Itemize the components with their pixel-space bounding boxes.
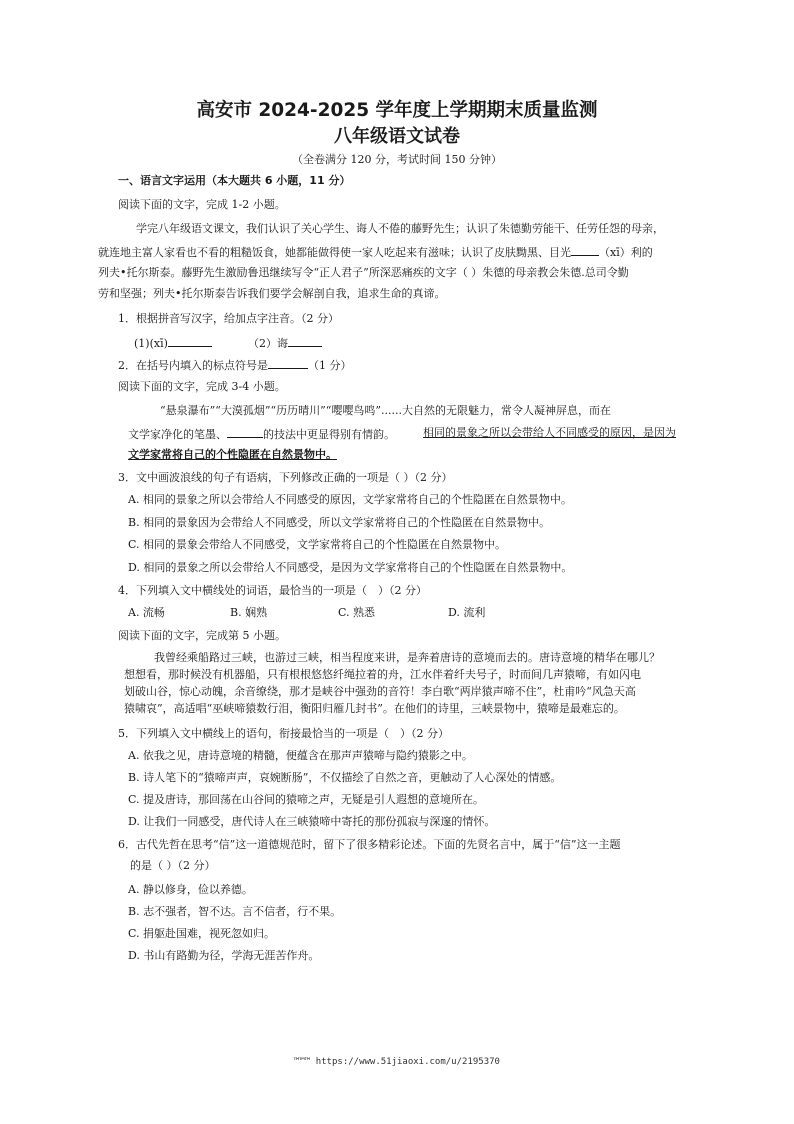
question-2-text: 2．在括号内填入的标点符号是: [118, 359, 268, 372]
question-5-option-d: D. 让我们一同感受，唐代诗人在三峡猿啼中寄托的那份孤寂与深邃的情怀。: [128, 815, 496, 828]
question-6-option-d: D. 书山有路勤为径，学海无涯苦作舟。: [128, 949, 320, 962]
question-1-label-b: （2）诲: [248, 337, 288, 350]
question-4-option-b: B. 娴熟: [230, 606, 268, 619]
question-6-option-c: C. 捐躯赴国难，视死忽如归。: [128, 927, 276, 940]
passage3-line: 猿啸哀”，高适唱“巫峡啼猿数行泪，衡阳归雁几封书”。在他们的诗里，三峡景物中，猿啼是最难忘的。: [124, 702, 625, 715]
passage1-line: 学完八年级语文课文，我们认识了关心学生、诲人不倦的藤野先生；认识了朱德勤劳能干、任劳任怨的母亲，: [136, 222, 664, 235]
passage3-line: 想想看，那时候没有机器船，只有根根悠悠纤绳拉着的舟，江水伴着纤夫号子，时而间几声猿啼，有如闪电: [124, 668, 641, 681]
question-5-option-b: B. 诗人笔下的“猿啼声声，哀婉断肠”，不仅描绘了自然之音，更触动了人心深处的情感。: [128, 771, 562, 784]
fill-blank: [268, 357, 308, 369]
reading-instruction-2: 阅读下面的文字，完成 3-4 小题。: [118, 380, 286, 393]
question-1-label-a: (1)(xī): [134, 337, 168, 350]
passage2-line: [128, 426, 395, 442]
question-5: 5．下列填入文中横线上的语句，衔接最恰当的一项是（ ）（2 分）: [118, 727, 449, 740]
fill-blank: [288, 335, 322, 347]
question-3-option-d: D. 相同的景象之所以会带给人不同感受，是因为文学家常将自己的个性隐匿在自然景物中。: [128, 561, 573, 574]
question-3: 3．文中画波浪线的句子有语病，下列修改正确的一项是（ ）（2 分）: [118, 471, 453, 484]
wavy-underlined-sentence: 文学家常将自己的个性隐匿在自然景物中。: [128, 448, 337, 461]
fill-blank: [168, 335, 212, 347]
exam-note: （全卷满分 120 分，考试时间 150 分钟）: [292, 153, 502, 166]
passage2-line: “悬泉瀑布”“大漠孤烟”“历历晴川”“嘤嘤鸟鸣”......大自然的无限魅力，常令人凝神屏息，而在: [160, 404, 611, 417]
question-6-option-b: B. 志不强者，智不达。言不信者，行不果。: [128, 905, 342, 918]
passage2-text: 的技法中更显得别有情韵。: [263, 428, 395, 441]
passage3-line: 我曾经乘船路过三峡，也游过三峡，相当程度来讲，是奔着唐诗的意境而去的。唐诗意境的精华在哪儿？: [154, 651, 660, 664]
exam-title: 高安市 2024-2025 学年度上学期期末质量监测: [196, 100, 598, 121]
wavy-underlined-sentence: 相同的景象之所以会带给人不同感受的原因，是因为: [423, 426, 676, 439]
question-4-option-c: C. 熟悉: [338, 606, 376, 619]
passage1-text: （xī）利的: [599, 246, 653, 259]
question-1-answer-b: [248, 335, 322, 351]
question-6-continued: 的是（ ）（2 分）: [130, 859, 216, 872]
question-3-option-c: C. 相同的景象会带给人不同感受，文学家常将自己的个性隐匿在自然景物中。: [128, 538, 507, 551]
question-1-answer-a: [134, 335, 212, 351]
reading-instruction-3: 阅读下面的文字，完成第 5 小题。: [118, 629, 286, 642]
question-2: [118, 357, 352, 373]
passage1-text: 就连地主富人家看也不看的粗糙饭食，她都能做得使一家人吃起来有滋味；认识了皮肤黝黑、目光: [98, 246, 571, 259]
exam-subtitle: 八年级语文试卷: [334, 126, 460, 147]
passage1-line: 列夫•托尔斯泰。藤野先生激励鲁迅继续写令“正人君子”所深恶痛疾的文字（ ）朱德的母亲教会朱德.总司令勤: [98, 266, 629, 279]
question-3-option-a: A. 相同的景象之所以会带给人不同感受的原因，文学家常将自己的个性隐匿在自然景物中。: [128, 493, 572, 506]
question-4: 4．下列填入文中横线处的词语，最恰当的一项是（ ）（2 分）: [118, 584, 427, 597]
passage3-line: 划破山谷，惊心动魄，余音缭绕，那才是峡谷中强劲的音符！李白歌“两岸猿声啼不住”，杜甫吟“风急天高: [124, 685, 636, 698]
passage1-line: [98, 244, 653, 260]
section-heading: 一、语言文字运用（本大题共 6 小题，11 分）: [118, 174, 351, 187]
fill-blank: [227, 426, 263, 438]
question-2-score: （1 分）: [308, 359, 352, 372]
question-4-option-a: A. 流畅: [128, 606, 165, 619]
reading-instruction-1: 阅读下面的文字，完成 1-2 小题。: [118, 198, 286, 211]
question-6-option-a: A. 静以修身，俭以养德。: [128, 883, 253, 896]
question-3-option-b: B. 相同的景象因为会带给人不同感受，所以文学家常将自己的个性隐匿在自然景物中。: [128, 516, 551, 529]
question-1: 1．根据拼音写汉字，给加点字注音。（2 分）: [118, 312, 339, 325]
fill-blank: [571, 244, 599, 256]
source-url-footer: ™™™ https://www.51jiaoxi.com/u/2195370: [294, 1057, 500, 1067]
question-6: 6．古代先哲在思考“信”这一道德规范时，留下了很多精彩论述。下面的先贤名言中，属于“信”这一主题: [118, 838, 621, 851]
passage1-line: 劳和坚强；列夫•托尔斯泰告诉我们要学会解剖自我，追求生命的真谛。: [98, 287, 446, 300]
question-5-option-a: A. 依我之见，唐诗意境的精髓，便蕴含在那声声猿啼与隐约猿影之中。: [128, 749, 473, 762]
question-5-option-c: C. 提及唐诗，那回荡在山谷间的猿啼之声，无疑是引人遐想的意境所在。: [128, 793, 485, 806]
question-4-option-d: D. 流利: [448, 606, 486, 619]
passage2-text: 文学家净化的笔墨、: [128, 428, 227, 441]
